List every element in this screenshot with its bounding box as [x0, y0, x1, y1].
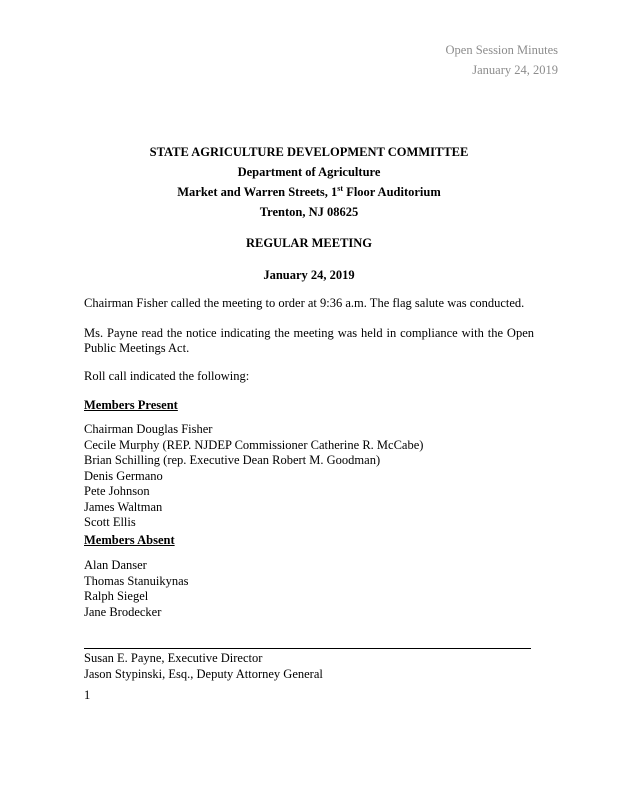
footer-executive-director: Susan E. Payne, Executive Director [84, 651, 263, 665]
footer-attorney-general: Jason Stypinski, Esq., Deputy Attorney General [84, 667, 323, 681]
members-present-heading: Members Present [84, 398, 178, 412]
list-item: Pete Johnson [84, 484, 150, 498]
list-item: Chairman Douglas Fisher [84, 422, 213, 436]
org-name: STATE AGRICULTURE DEVELOPMENT COMMITTEE [149, 145, 469, 159]
list-item: Denis Germano [84, 468, 163, 483]
list-item: James Waltman [84, 499, 163, 514]
org-address [0, 182, 618, 202]
list-item: Jane Brodecker [84, 604, 162, 619]
header-title: Open Session Minutes [445, 43, 558, 57]
members-absent-heading: Members Absent [84, 533, 175, 547]
list-item: Alan Danser [84, 558, 147, 572]
org-address-part1: Market and Warren Streets, 1 [177, 185, 338, 199]
list-item: Cecile Murphy (REP. NJDEP Commissioner Catherine R. McCabe) [84, 437, 424, 452]
list-item: Thomas Stanuikynas [84, 573, 189, 588]
org-city: Trenton, NJ 08625 [259, 205, 359, 219]
paragraph-call-to-order: Chairman Fisher called the meeting to order at 9:36 a.m. The flag salute was conducted. [84, 296, 525, 310]
header-date: January 24, 2019 [472, 63, 558, 77]
org-address-part2: Floor Auditorium [343, 185, 441, 199]
org-address-superscript: st [337, 184, 344, 193]
paragraph-notice: Ms. Payne read the notice indicating the meeting was held in compliance with the Open Public Meetings Act. [84, 326, 534, 355]
members-absent-list [84, 558, 189, 620]
footer-divider [84, 648, 531, 649]
members-present-list [84, 422, 423, 531]
paragraph-roll-call: Roll call indicated the following: [84, 369, 250, 383]
list-item: Ralph Siegel [84, 589, 149, 603]
running-header [446, 40, 559, 80]
list-item: Brian Schilling (rep. Executive Dean Robert M. Goodman) [84, 453, 381, 467]
org-department: Department of Agriculture [237, 165, 381, 179]
meeting-title: REGULAR MEETING [245, 236, 373, 250]
meeting-date: January 24, 2019 [263, 268, 355, 282]
list-item: Scott Ellis [84, 515, 136, 529]
organization-block [0, 142, 618, 222]
footer-block [84, 650, 323, 682]
page-number: 1 [84, 688, 91, 702]
